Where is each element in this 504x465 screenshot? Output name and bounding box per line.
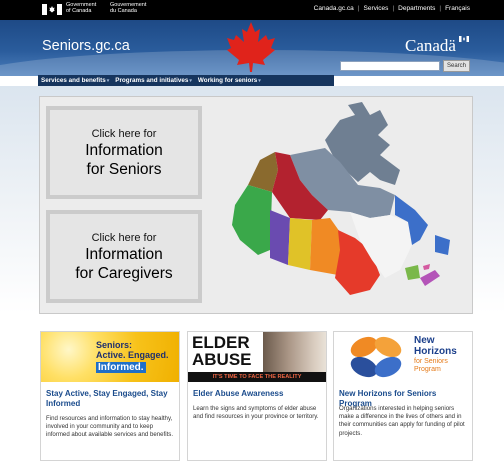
nav-label: Services and benefits (41, 77, 106, 84)
card-description: Learn the signs and symptoms of elder abuse and find resources in your province or territory. (193, 405, 319, 421)
image-text (414, 336, 457, 357)
link-francais[interactable]: Français (445, 5, 470, 12)
caregivers-info-button[interactable] (46, 210, 202, 303)
card-description: Organizations interested in helping seniors make a difference in the lives of others and in their communities can apply for funding of pilot projects. (339, 405, 465, 437)
nav-working-for-seniors[interactable] (195, 77, 264, 84)
gov-en-line1: Government (66, 2, 97, 8)
card-description: Find resources and information to stay healthy, involved in your community and to keep informed about available services and benefits. (46, 415, 174, 439)
card-title[interactable]: Elder Abuse Awareness (193, 389, 284, 398)
elder-abuse-banner-image[interactable] (188, 332, 326, 382)
image-text-line: New (414, 335, 435, 346)
image-text-line: Active. Engaged. (96, 350, 169, 360)
card-stay-active (40, 331, 180, 461)
card-new-horizons (333, 331, 473, 461)
cta-line2: Information (85, 141, 163, 159)
nav-label: Programs and initiatives (115, 77, 189, 84)
caret-down-icon: ▾ (106, 78, 110, 84)
top-links (314, 5, 470, 12)
image-text (96, 340, 169, 360)
image-text-line: Horizons (414, 345, 457, 357)
image-strip-text: IT'S TIME TO FACE THE REALITY (188, 372, 326, 382)
cta-line1: Click here for (91, 231, 157, 244)
site-title[interactable]: Seniors.gc.ca (42, 38, 130, 54)
seniors-active-banner-image[interactable] (41, 332, 179, 382)
caret-down-icon: ▾ (258, 78, 261, 84)
image-text-informed: Informed. (98, 362, 144, 373)
separator: | (392, 5, 395, 12)
separator: | (439, 5, 442, 12)
gov-en-line2: of Canada (66, 8, 92, 14)
cta-line3: for Caregivers (75, 264, 173, 282)
card-title[interactable]: Stay Active, Stay Engaged, Stay Informed (46, 389, 168, 408)
search-input[interactable] (340, 61, 440, 71)
cta-line2: Information (85, 245, 163, 263)
cta-line1: Click here for (91, 127, 157, 140)
map-newfoundland-island[interactable] (435, 235, 450, 255)
map-nova-scotia[interactable] (420, 270, 440, 286)
link-canada-gc-ca[interactable]: Canada.gc.ca (313, 5, 354, 12)
main-nav (38, 75, 334, 86)
image-text-line: for Seniors (414, 358, 448, 365)
government-of-canada-label (66, 2, 96, 14)
nav-programs-and-initiatives[interactable] (112, 77, 195, 84)
federal-identity-bar (0, 0, 504, 20)
card-title[interactable]: New Horizons for Seniors Program (339, 389, 437, 408)
canada-map[interactable] (230, 100, 470, 310)
new-horizons-banner-image[interactable] (334, 332, 472, 382)
map-yukon[interactable] (248, 152, 278, 192)
separator: | (357, 5, 360, 12)
nav-label: Working for seniors (197, 77, 258, 84)
canada-wordmark-flag-icon (459, 36, 469, 42)
link-services[interactable]: Services (363, 5, 389, 12)
image-text-line: ABUSE (192, 350, 252, 369)
link-departments[interactable]: Departments (398, 5, 436, 12)
maple-leaf-icon (225, 22, 277, 72)
image-text (192, 334, 252, 368)
seniors-info-button[interactable] (46, 106, 202, 199)
caret-down-icon: ▾ (189, 78, 192, 84)
search-button[interactable]: Search (443, 60, 470, 72)
gov-fr-line2: du Canada (110, 8, 137, 14)
map-new-brunswick[interactable] (405, 265, 420, 280)
nav-services-and-benefits[interactable] (38, 77, 112, 84)
canada-wordmark: Canadä (405, 36, 456, 55)
map-alberta[interactable] (270, 210, 290, 265)
image-text-line: Seniors: (96, 340, 133, 350)
map-british-columbia[interactable] (232, 185, 272, 255)
gouvernement-du-canada-label (110, 2, 146, 14)
new-horizons-logo-icon (346, 334, 406, 380)
card-elder-abuse (187, 331, 327, 461)
image-text-line: Program (414, 365, 441, 373)
gov-fr-line1: Gouvernement (110, 2, 147, 8)
canada-flag-icon (42, 4, 62, 15)
image-text-line: ELDER (192, 333, 250, 352)
cta-line3: for Seniors (86, 160, 162, 178)
image-subtext (414, 358, 448, 373)
map-pei[interactable] (423, 264, 430, 270)
map-saskatchewan[interactable] (288, 218, 312, 270)
